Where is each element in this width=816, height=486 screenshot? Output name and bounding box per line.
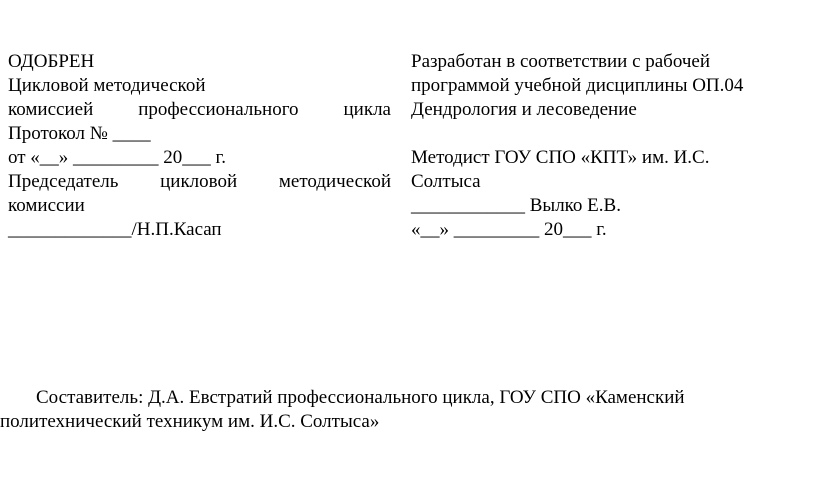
methodist-name-line: Солтыса — [411, 171, 481, 192]
approval-word: цикловой — [160, 171, 238, 192]
methodist-line: Методист ГОУ СПО «КПТ» им. И.С. — [411, 147, 710, 168]
approval-word: комиссией — [8, 99, 94, 120]
approval-date-line: от «__» _________ 20___ г. — [8, 147, 226, 168]
methodist-date-line: «__» _________ 20___ г. — [411, 219, 607, 240]
approval-chairman-line — [8, 170, 391, 194]
approval-signature-line: _____________/Н.П.Касап — [8, 219, 222, 240]
approval-word: цикла — [343, 99, 391, 120]
approval-word: Председатель — [8, 171, 119, 192]
approval-block — [8, 50, 391, 242]
approval-commission-cycle-line — [8, 98, 391, 122]
approval-commission-line: Цикловой методической — [8, 75, 206, 96]
approval-protocol-line: Протокол № ____ — [8, 123, 151, 144]
approval-commission-word: комиссии — [8, 195, 85, 216]
development-block — [411, 50, 791, 242]
development-discipline-line: Дендрология и лесоведение — [411, 99, 637, 120]
approval-heading: ОДОБРЕН — [8, 51, 95, 72]
composer-line-2: политехнический техникум им. И.С. Солтыса» — [0, 411, 380, 432]
spacer — [411, 122, 791, 146]
approval-word: методической — [278, 171, 391, 192]
methodist-signature-line: ____________ Вылко Е.В. — [411, 195, 621, 216]
approval-word: профессионального — [138, 99, 299, 120]
development-program-line: программой учебной дисциплины ОП.04 — [411, 75, 744, 96]
development-basis-line: Разработан в соответствии с рабочей — [411, 51, 711, 72]
composer-block — [0, 386, 800, 434]
composer-line-1: Составитель: Д.А. Евстратий профессионального цикла, ГОУ СПО «Каменский — [36, 387, 685, 408]
